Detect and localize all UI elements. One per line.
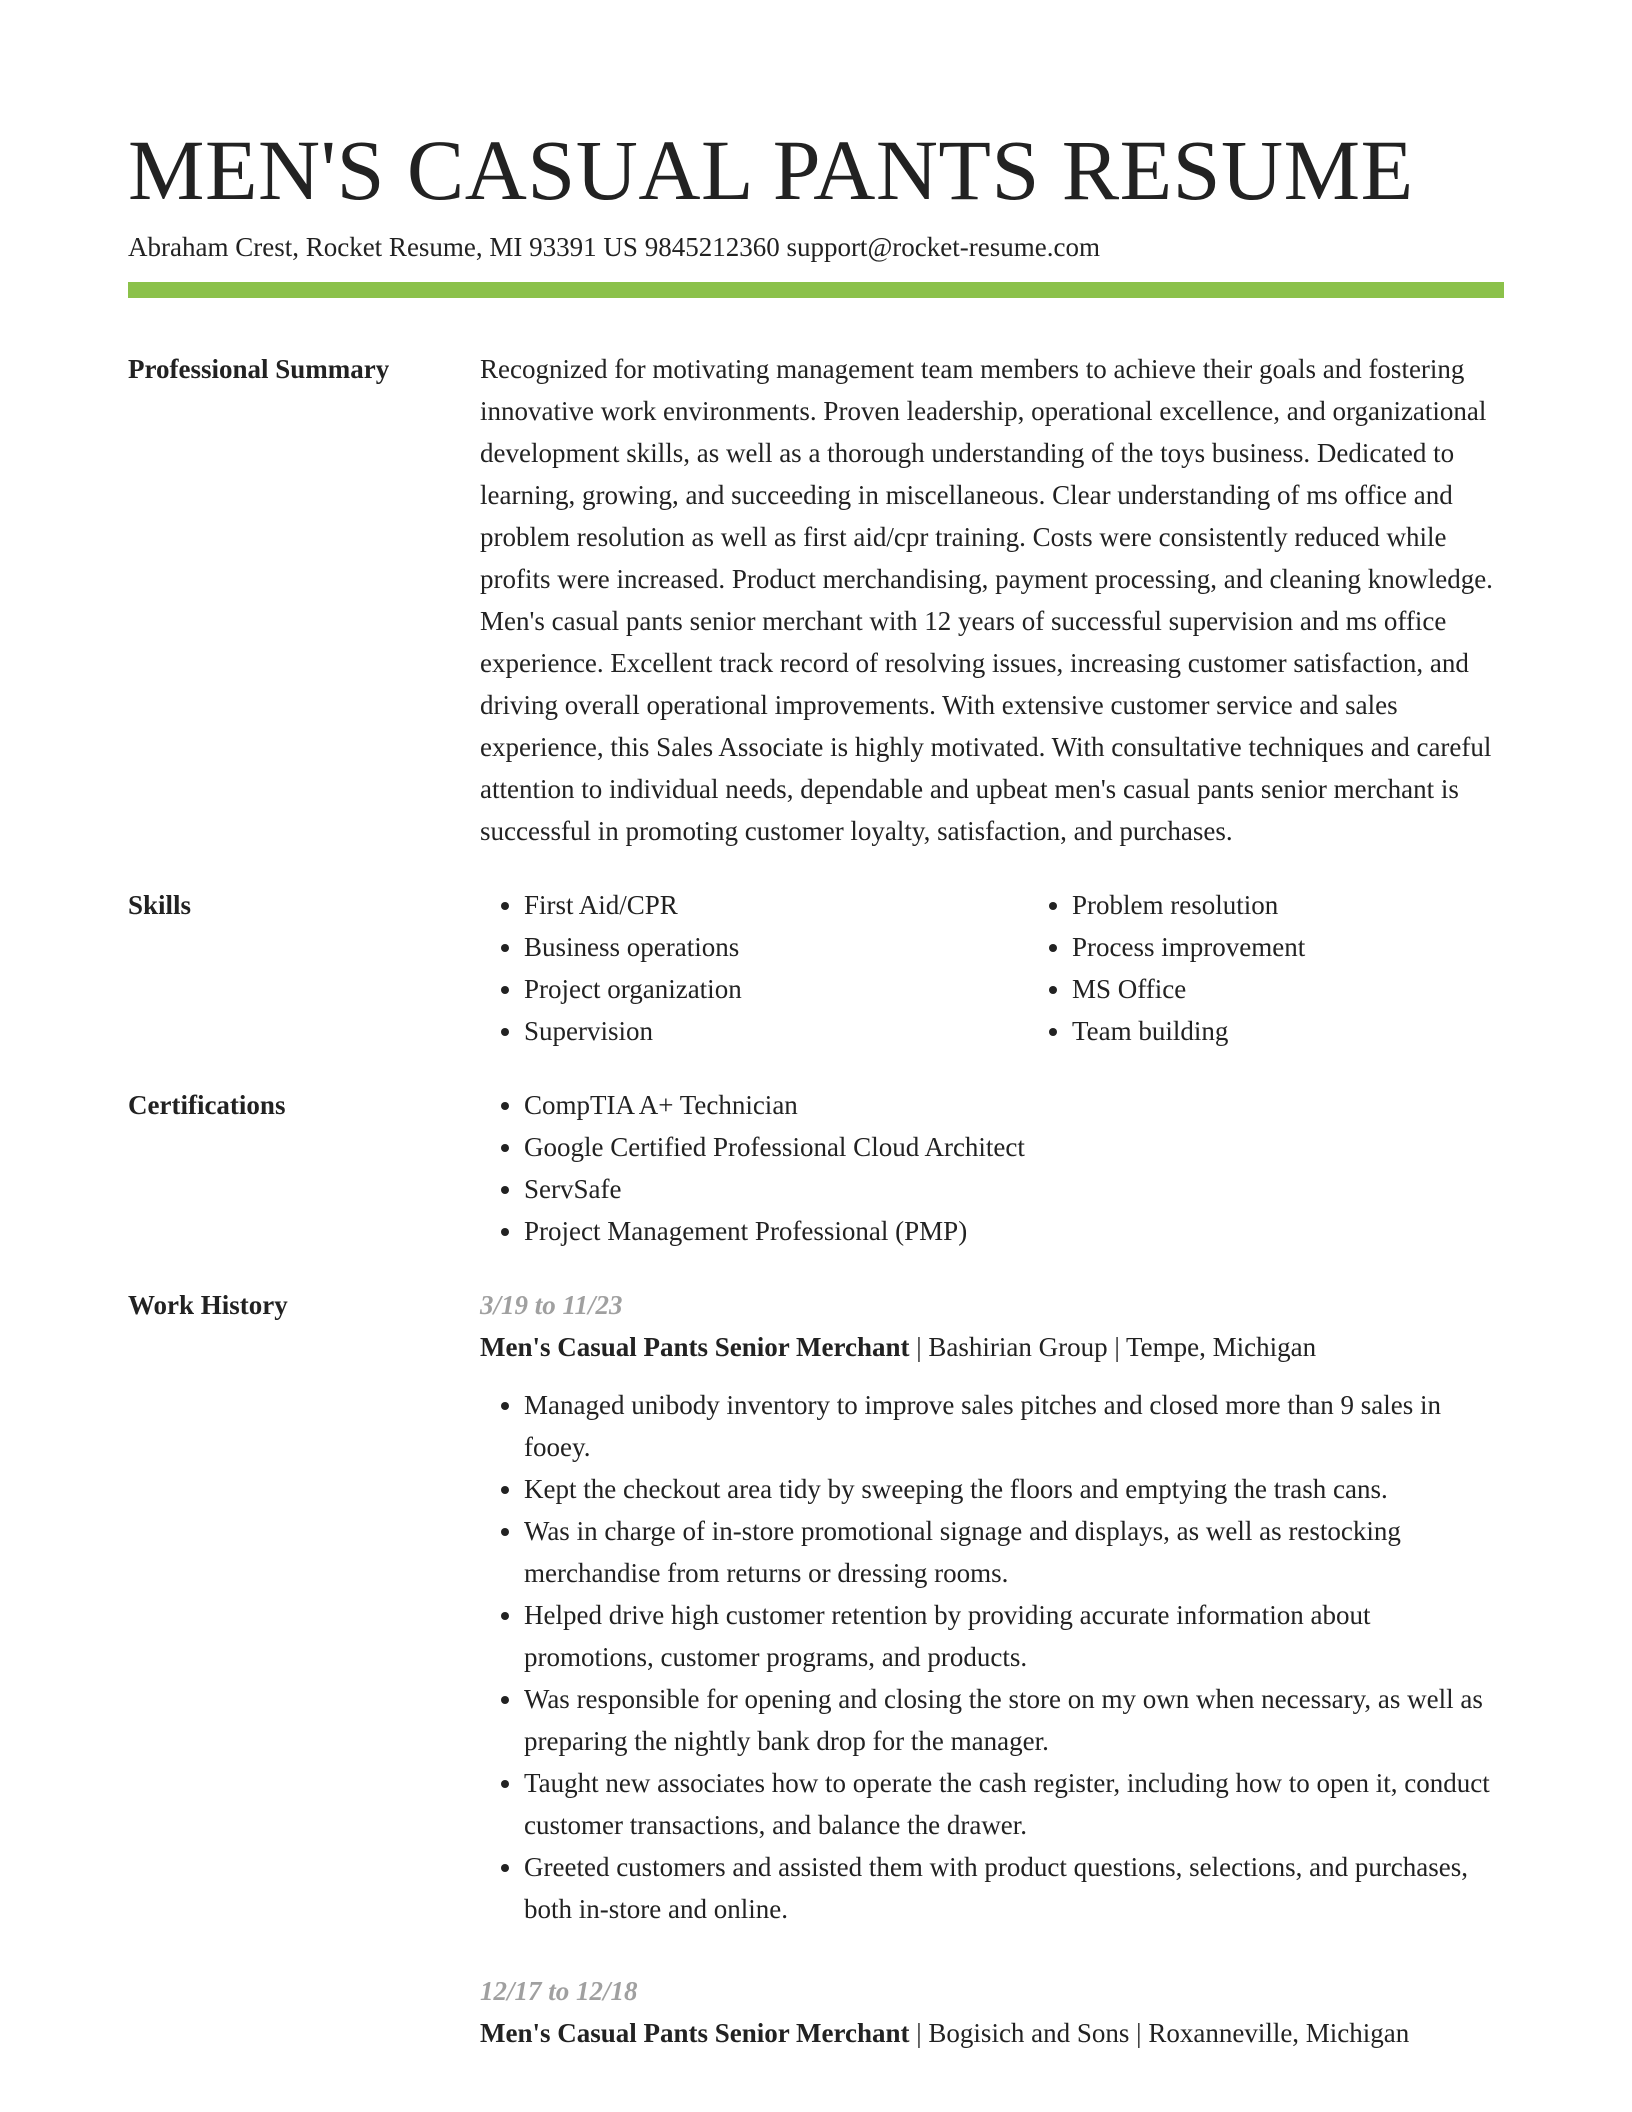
certifications-content: [480, 1084, 1504, 1252]
contact-email: support@rocket-resume.com: [786, 232, 1100, 262]
job-entry: [480, 1970, 1504, 2054]
certifications-list: [480, 1084, 1504, 1252]
job-title-line: [480, 1326, 1504, 1368]
skills-list-left: [480, 884, 1028, 1052]
contact-phone: 9845212360: [644, 232, 780, 262]
skill-item: • First Aid/CPR: [524, 884, 1028, 926]
skill-item: • MS Office: [1072, 968, 1576, 1010]
job-bullet: • Greeted customers and assisted them with product questions, selections, and purchases, both in-store and online.: [524, 1846, 1504, 1930]
job-bullet: • Kept the checkout area tidy by sweeping the floors and emptying the trash cans.: [524, 1468, 1504, 1510]
job-title: Men's Casual Pants Senior Merchant: [480, 1332, 910, 1362]
job-company-location: | Bogisich and Sons | Roxanneville, Michigan: [916, 2018, 1410, 2048]
skill-item: • Problem resolution: [1072, 884, 1576, 926]
skills-content: [480, 884, 1576, 1052]
job-dates: 3/19 to 11/23: [480, 1290, 623, 1320]
work-history-content: [480, 1284, 1504, 2054]
contact-line: [128, 228, 1504, 266]
section-skills: [128, 884, 1504, 1052]
skill-item: • Business operations: [524, 926, 1028, 968]
resume-title: MEN'S CASUAL PANTS RESUME: [128, 122, 1414, 218]
job-bullet: • Was in charge of in-store promotional signage and displays, as well as restocking merchandise from returns or dressing rooms.: [524, 1510, 1504, 1594]
job-bullet: • Managed unibody inventory to improve sales pitches and closed more than 9 sales in fooey.: [524, 1384, 1504, 1468]
resume-page: [128, 120, 1504, 2054]
certification-item: • CompTIA A+ Technician: [524, 1084, 1504, 1126]
section-label: Work History: [128, 1290, 288, 1320]
header-divider: [128, 282, 1504, 298]
job-bullet: • Helped drive high customer retention by providing accurate information about promotions, customer programs, and products.: [524, 1594, 1504, 1678]
job-company-location: | Bashirian Group | Tempe, Michigan: [916, 1332, 1317, 1362]
section-label: Certifications: [128, 1090, 286, 1120]
skill-item: • Process improvement: [1072, 926, 1576, 968]
skills-list-right: [1028, 884, 1576, 1052]
job-bullet: • Was responsible for opening and closing the store on my own when necessary, as well as preparing the nightly bank drop for the manager.: [524, 1678, 1504, 1762]
summary-text: Recognized for motivating management team members to achieve their goals and fostering innovative work environments. Proven leadership, operational excellence, and organizational development skills, as well as a thorough understanding of the toys business. Dedicated to learning, growing, and succeeding in miscellaneous. Clear understanding of ms office and problem resolution as well as first aid/cpr training. Costs were consistently reduced while profits were increased. Product merchandising, payment processing, and cleaning knowledge. Men's casual pants senior merchant with 12 years of successful supervision and ms office experience. Excellent track record of resolving issues, increasing customer satisfaction, and driving overall operational improvements. With extensive customer service and sales experience, this Sales Associate is highly motivated. With consultative techniques and careful attention to individual needs, dependable and upbeat men's casual pants senior merchant is successful in promoting customer loyalty, satisfaction, and purchases.: [480, 354, 1493, 846]
skill-item: • Team building: [1072, 1010, 1576, 1052]
certification-item: • ServSafe: [524, 1168, 1504, 1210]
section-work-history: [128, 1284, 1504, 2054]
skills-grid: [480, 884, 1576, 1052]
skill-item: • Supervision: [524, 1010, 1028, 1052]
job-dates: 12/17 to 12/18: [480, 1976, 638, 2006]
certification-item: • Google Certified Professional Cloud Architect: [524, 1126, 1504, 1168]
section-label: Professional Summary: [128, 354, 390, 384]
section-label: Skills: [128, 890, 192, 920]
job-bullet: • Taught new associates how to operate the cash register, including how to open it, conduct customer transactions, and balance the drawer.: [524, 1762, 1504, 1846]
section-professional-summary: [128, 348, 1504, 852]
contact-address: Abraham Crest, Rocket Resume, MI 93391 US: [128, 232, 638, 262]
job-bullets: [480, 1384, 1504, 1930]
section-certifications: [128, 1084, 1504, 1252]
job-entry: [480, 1284, 1504, 1930]
skill-item: • Project organization: [524, 968, 1028, 1010]
job-title-line: [480, 2012, 1504, 2054]
job-title: Men's Casual Pants Senior Merchant: [480, 2018, 910, 2048]
certification-item: • Project Management Professional (PMP): [524, 1210, 1504, 1252]
